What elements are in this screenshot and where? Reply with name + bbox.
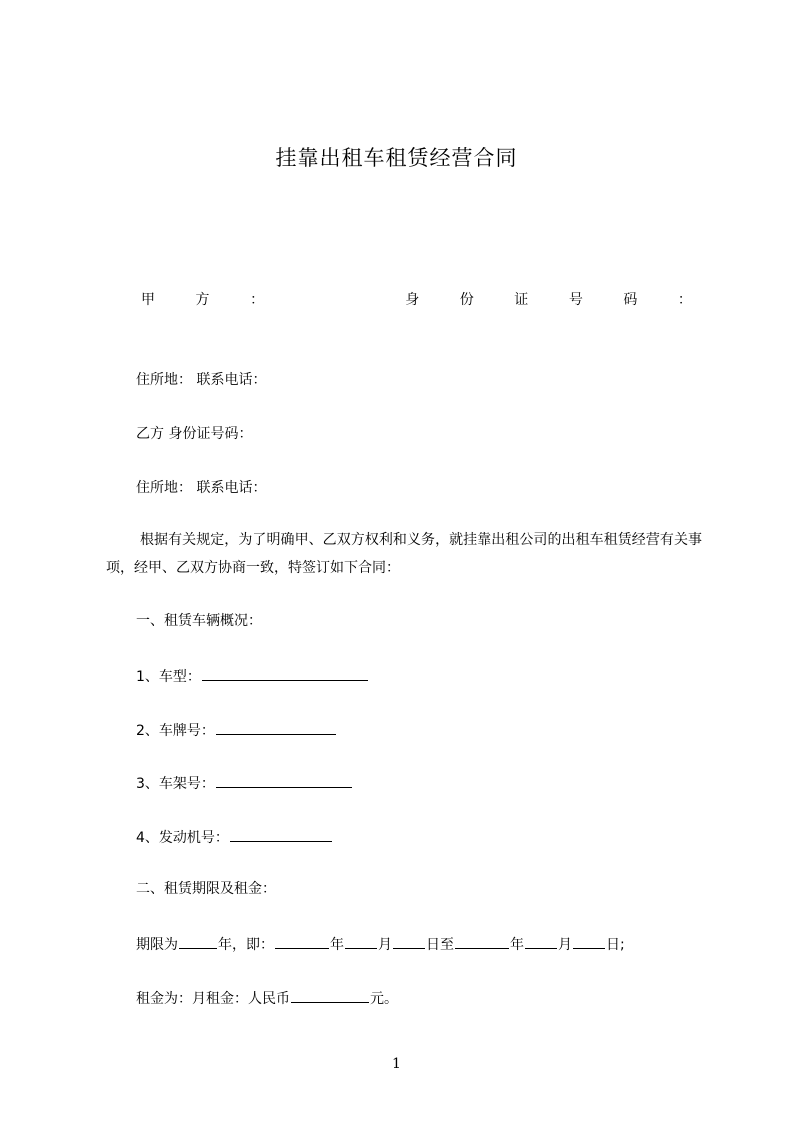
start-month-unit: 月 [378, 937, 392, 953]
engine-number-blank[interactable] [230, 826, 332, 842]
plate-number-label: 2、车牌号： [136, 723, 215, 739]
frame-number-blank[interactable] [216, 772, 352, 788]
party-a-address: 住所地： 联系电话： [136, 372, 267, 388]
term-prefix: 期限为 [136, 937, 178, 953]
vehicle-model-blank[interactable] [202, 665, 368, 681]
end-year-blank[interactable] [455, 933, 509, 949]
party-a-char: 证 [514, 292, 529, 308]
frame-number-label: 3、车架号： [136, 776, 215, 792]
plate-number-blank[interactable] [216, 719, 336, 735]
lease-term-row [136, 933, 625, 955]
spacer [305, 290, 365, 310]
rent-prefix: 租金为：月租金：人民币 [136, 991, 290, 1007]
section2-heading: 二、租赁期限及租金： [136, 881, 276, 897]
end-month-unit: 月 [558, 937, 572, 953]
party-a-char: ： [250, 292, 265, 308]
party-a-char: ： [677, 292, 692, 308]
party-a-id-line [141, 290, 692, 310]
term-years-blank[interactable] [179, 933, 217, 949]
party-a-char: 方 [195, 292, 210, 308]
vehicle-model-row [136, 665, 369, 687]
end-year-unit: 年 [510, 937, 524, 953]
end-day-blank[interactable] [573, 933, 605, 949]
start-month-blank[interactable] [345, 933, 377, 949]
vehicle-model-label: 1、车型： [136, 669, 201, 685]
plate-number-row [136, 719, 337, 741]
section1-heading: 一、租赁车辆概况： [136, 613, 262, 629]
intro-paragraph: 根据有关规定，为了明确甲、乙双方权利和义务，就挂靠出租公司的出租车租赁经营有关事项，经甲、乙双方协商一致，特签订如下合同： [106, 532, 702, 576]
end-month-blank[interactable] [525, 933, 557, 949]
party-a-char: 码 [623, 292, 638, 308]
party-a-char: 号 [568, 292, 583, 308]
end-day-unit: 日; [606, 937, 625, 953]
start-day-unit: 日至 [426, 937, 454, 953]
rent-amount-blank[interactable] [291, 987, 369, 1003]
party-b-address: 住所地： 联系电话： [136, 480, 267, 496]
party-a-char: 甲 [141, 292, 155, 308]
engine-number-label: 4、发动机号： [136, 830, 229, 846]
start-day-blank[interactable] [393, 933, 425, 949]
start-year-unit: 年 [330, 937, 344, 953]
rent-row [136, 987, 398, 1009]
contract-title: 挂靠出租车租赁经营合同 [275, 146, 518, 170]
page-number: 1 [392, 1056, 401, 1072]
rent-suffix: 元。 [370, 991, 398, 1007]
start-year-blank[interactable] [275, 933, 329, 949]
term-year-unit: 年，即： [218, 937, 274, 953]
frame-number-row [136, 772, 353, 794]
engine-number-row [136, 826, 333, 848]
party-a-char: 份 [459, 292, 474, 308]
party-b-id-line: 乙方 身份证号码： [136, 426, 253, 442]
party-a-char: 身 [405, 292, 420, 308]
